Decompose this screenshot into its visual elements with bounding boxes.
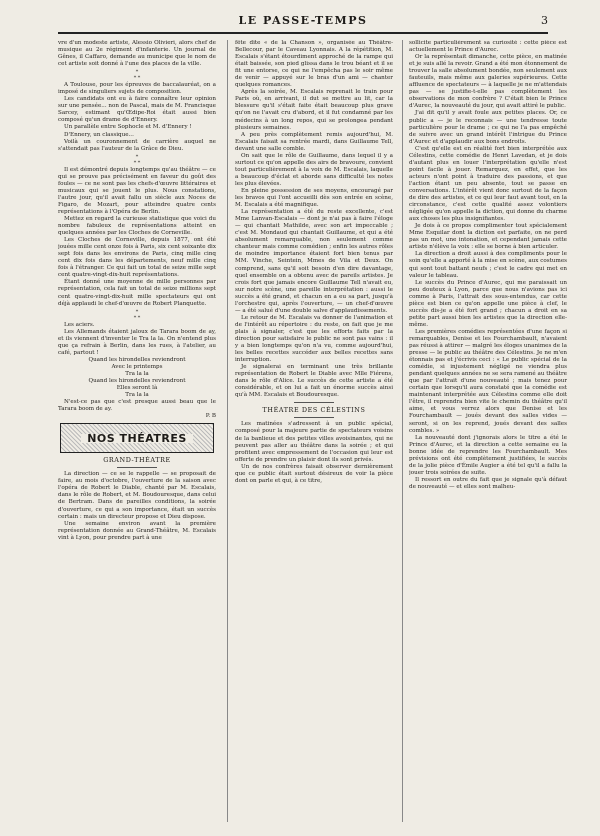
paragraph: A Toulouse, pour les épreuves de baccalauréat, on a imposé de singuliers sujets de composition. [58, 82, 216, 96]
paragraph: Les premières comédies représentées d'une façon si remarquables, Denise et les Fourchambault, n'avaient pas réussi à attirer — malgré les éloges unanimes de la presse — le public au théâtre des Célestins. Je ne m'en étonnais pas et j'écrivis ceci : « Le public spécial de la comédie, si injustement négligé ne viendra plus pendant quelques années ne se sera ramené au théâtre que par l'attrait d'une nouveauté ; mais tenez pour certain que lorsqu'il aura constaté que la comédie est maintenant interprétée aux Célestins comme elle doit l'être, il reprendra bien vite le chemin du théâtre qu'il aime, et vous verrez alors que Denise et les Fourchambault — joués devant des salles vides — seront, si on les reprend, joués devant des salles combles. » [409, 328, 567, 434]
paragraph: C'est qu'elle est en réalité fort bien interprétée aux Célestins, cette comédie de Henri Lavedan, et je dois d'autant plus en louer l'interprétation qu'elle n'est point facile à jouer. Remarquez, en effet, que les acteurs n'ont point à traduire des passions, et que l'action étant un peu absente, tout se passe en conversations. L'intérêt vient donc surtout de la façon de dire des artistes, et ce qui leur faut avant tout, en la circonstance, c'est cette qualité assez volontiers négligée qu'on appelle la diction, qui donne du charme aux choses les plus insignifiantes. [409, 145, 567, 223]
paragraph: Un de nos confrères faisait observer dernièrement que ce public était surtout désireux de voir la pièce dont on parle et qui, à ce titre, [235, 463, 393, 484]
paragraph: Un parallèle entre Sophocle et M. d'Ennery ! [64, 124, 192, 131]
paragraph: Le succès du Prince d'Aurec, qui me paraissait un peu douteux à Lyon, parce que nous n'avions pas ici comme à Paris, l'attrait des sous-entendus, car cette pièce est bien ce qu'on appelle une pièce à clef, le succès dis-je a été fort grand ; chacun a droit en sa petite part aussi bien les artistes que la direction elle-même. [409, 279, 567, 328]
heading-rule [294, 417, 334, 418]
paragraph: fête dite « de la Chanson », organisée au Théâtre-Bellecour, par le Caveau Lyonnais. A la répétition, M. Escalais s'étant étourdiment approché de la rampe qui était baissée, son pied glissa dans le trou béant et il se fit une entorse, ce qui ne l'empêcha pas le soir même de venir — appuyé sur le bras d'un ami — chanter quelques romances. [235, 40, 393, 89]
song-verse-line: Quand les hirondelles reviendront [88, 377, 186, 384]
newspaper-title: LE PASSE-TEMPS [238, 14, 368, 27]
paragraph: Après la soirée, M. Escalais reprenait le train pour Paris où, en arrivant, il dut se mettre au lit, car la blessure qu'il s'était faite était beaucoup plus grave qu'on ne l'avait cru d'abord, et il fut condamné par les médecins à un long repos, qui se prolongea pendant plusieurs semaines. [235, 89, 393, 131]
paragraph: Or la représentait dimanche, cette pièce, en matinée et je suis allé la revoir. Grand a été mon étonnement de trouver la salle absolument bondée, non seulement aux fauteuils, mais même aux galeries supérieures. Cette affluence de spectateurs — à laquelle je ne m'attendais pas — se justifie-t-elle pas complètement les observations de mon confrère ? C'était bien le Prince d'Aurec, la nouveauté du jour, qui avait attiré le public. [409, 54, 567, 110]
paragraph: La direction — ce se le rappelle — se proposait de faire, au mois d'octobre, l'ouverture de la saison avec l'opéra de Robert le Diable, chanté par M. Escalais, dans le rôle de Robert, et M. Boudouresque, dans celui de Bertram. Dans de pareilles conditions, la soirée d'ouverture, ce qui a son importance, était un succès certain : mais un directeur propose et Dieu dispose. [58, 471, 216, 520]
section-banner [60, 423, 214, 453]
section-heading: GRAND-THÉATRE [103, 456, 171, 465]
paragraph: A peu près complètement remis aujourd'hui, M. Escalais faisait sa rentrée mardi, dans Guillaume Tell, devant une salle comble. [235, 131, 393, 152]
section-heading: THÉATRE DES CÉLESTINS [262, 406, 366, 415]
paragraph: En pleine possession de ses moyens, encouragé par les bravos qui l'ont accueilli dès son entrée en scène, M. Escalais a été magnifique. [235, 187, 393, 209]
paragraph: Je signalerai en terminant une très brillante représentation de Robert le Diable avec Mlle Fiérens, dans le rôle d'Alice. Le succès de cette artiste a été considérable, et on lui a fait un énorme succès ainsi qu'à MM. Escalais et Boudouresque. [235, 364, 393, 399]
paragraph: Étant donné une moyenne de mille personnes par représentation, cela fait un total de seize millions sept cent quatre-vingt-dix-huit mille spectateurs qui ont déjà applaudi le chef-d'œuvre de Robert Planquette. [58, 279, 216, 307]
paragraph: La représentation a été du reste excellente, c'est Mme Lanvan-Escalais — dont je n'ai pas à faire l'éloge — qui chantait Mathilde, avec son art impeccable ; c'est M. Mondaud qui chantait Guillaume, et qui a été absolument remarquable, non seulement comme chanteur mais comme comédien ; enfin les autres rôles de moindre importance étaient fort bien tenus par MM. Vinche, Seintein, Mmes de Vila et Deux. On comprend, sans qu'il soit besoin d'en dire davantage, quel ensemble on a obtenu avec de pareils artistes. Je crois fort que jamais encore Guillaume Tell n'avait eu, sur notre scène, une pareille interprétation : aussi le succès a été grand, et chacun en a eu sa part, jusqu'à l'orchestre qui, après l'ouverture, — un chef-d'œuvre — a été salué d'une double salve d'applaudissements. [235, 209, 393, 314]
paragraph: Il ressort en outre du fait que je signale qu'à défaut de nouveauté — et elles sont malheu- [409, 476, 567, 490]
song-verse-line: Avec le printemps [111, 363, 163, 370]
section-separator: * * * [133, 308, 141, 321]
paragraph: Les Cloches de Corneville, depuis 1877, ont été jouées mille cent onze fois à Paris, six cent soixante dix sept fois dans les environs de Paris, cinq mille cinq cent dix fois dans les départements, neuf mille cinq fois à l'étranger. Ce qui fait un total de seize mille sept cent quatre-vingt-dix-huit représentations. [58, 237, 216, 279]
song-verse-line: Quand les hirondelles reviendront [88, 356, 186, 363]
paragraph: Une semaine environ avant la première représentation donnée au Grand-Théâtre, M. Escalais vint à Lyon, pour prendre part à une [58, 520, 216, 541]
paragraph: On sait que le rôle de Guillaume, dans lequel il y a surtout ce qu'on appelle des airs de bravoure, convient tout particulièrement à la voix de M. Escalais, laquelle a beaucoup d'éclat et aborde sans difficulté les notes les plus élevées. [235, 152, 393, 187]
paragraph: Voilà un couronnement de carrière auquel ne s'attendait pas l'auteur de la Grâce de Dieu. [58, 138, 216, 152]
paragraph: D'Ennery, un classique... [64, 131, 134, 138]
paragraph: J'ai dit qu'il y avait foule aux petites places. Or, ce public a — je le reconnais — une tendresse toute particulière pour le drame ; ce qui ne l'a pas empêché de suivre avec un grand intérêt l'intrigue du Prince d'Aurec et d'applaudir aux bons endroits. [409, 110, 567, 145]
heading-rule [117, 467, 157, 468]
section-separator: * * * [133, 153, 141, 166]
page-number: 3 [541, 14, 548, 27]
column-divider [402, 40, 403, 822]
paragraph: Les aciers. [64, 321, 95, 328]
column-1 [58, 40, 216, 822]
paragraph: Les candidats ont eu à faire connaître leur opinion sur une pensée... non de Pascal, mais de M. Francisque Sarcey, estimant qu'Œdipe-Roi était aussi bien composé qu'un drame de d'Ennery. [58, 96, 216, 124]
section-separator: * * * [133, 69, 141, 82]
song-verse-line: Tra la la [125, 370, 149, 377]
paragraph: Le retour de M. Escalais va donner de l'animation et de l'intérêt au répertoire : du reste, on fait que je me plais à signaler, c'est que les efforts faits par la direction pour satisfaire le public ne sont pas vains : il y a bien longtemps qu'on n'a vu, comme aujourd'hui, les belles recettes succéder aux belles recettes sans interruption. [235, 314, 393, 364]
paragraph: vre d'un modeste artiste, Alessio Olivieri, alors chef de musique au 2e régiment d'infanterie. Un journal de Gênes, il Caffaro, demande au municipe que le nom de cet artiste soit donné à l'une des places de la ville. [58, 40, 216, 68]
paragraph: Les matinées s'adressent à un public spécial, composé pour la majeure partie de spectateurs voisins de la banlieue et des petites villes avoisinantes, qui ne peuvent pas aller au théâtre dans la soirée ; et qui profitent avec empressement de l'occasion qui leur est offerte de prendre un plaisir dont ils sont privés. [235, 421, 393, 463]
column-divider [227, 40, 228, 822]
section-rule [294, 402, 334, 403]
song-verse-line: Tra la la [125, 392, 149, 399]
paragraph: Je dois à ce propos complimenter tout spécialement Mme Esquilar dont la diction est parfaite, on ne perd pas un mot, une intonation, et cependant jamais cette artiste n'élève la voix : elle se borne à bien articuler. [409, 223, 567, 251]
column-3 [409, 40, 567, 822]
paragraph: La direction a droit aussi à des compliments pour le soin qu'elle a apporté à la mise en scène, aux costumes qui sont tout battant neufs ; c'est le cadre qui met en valeur le tableau. [409, 251, 567, 279]
page-header [58, 14, 548, 34]
paragraph: La nouveauté dont j'ignorais alors le titre a été le Prince d'Aurec, et la direction a cette semaine eu la bonne idée de reprendre les Fourchambault. Mes prévisions ont été complètement justifiées, le succès de la jolie pièce d'Émile Augier a été tel qu'il a fallu la jouer trois soirées de suite. [409, 434, 567, 476]
song-verse-line: Elles seront là [116, 385, 158, 392]
column-2 [235, 40, 393, 822]
section-banner-title: NOS THÉATRES [81, 434, 193, 443]
paragraph: Il est démontré depuis longtemps qu'au théâtre — ce qui se prouve pas précisément en faveur du goût des foules — ce ne sont pas les chefs-d'œuvre littéraires et musicaux qui se jouent le plus. Nous constations, l'autre jour, qu'il avait fallu un siècle aux Noces de Figaro, de Mozart, pour atteindre quatre cents représentations à l'Opéra de Berlin. [58, 166, 216, 215]
paragraph: sollicite particulièrement sa curiosité : cette pièce est actuellement le Prince d'Aurec. [409, 40, 567, 54]
paragraph: N'est-ce pas que c'est presque aussi beau que le Tarara boom de ay. [58, 399, 216, 413]
author-signature: P. B [205, 413, 216, 420]
paragraph: Les Allemands étaient jaloux de Tarara boom de ay, et ils viennent d'inventer le Tra la la. On n'entend plus que ça refrain à Berlin, dans les rues, à l'atelier, au café, partout ! [58, 328, 216, 356]
paragraph: Mettez en regard la curieuse statistique que voici du nombre fabuleux de représentations atteint en quelques années par les Cloches de Corneville. [58, 215, 216, 237]
